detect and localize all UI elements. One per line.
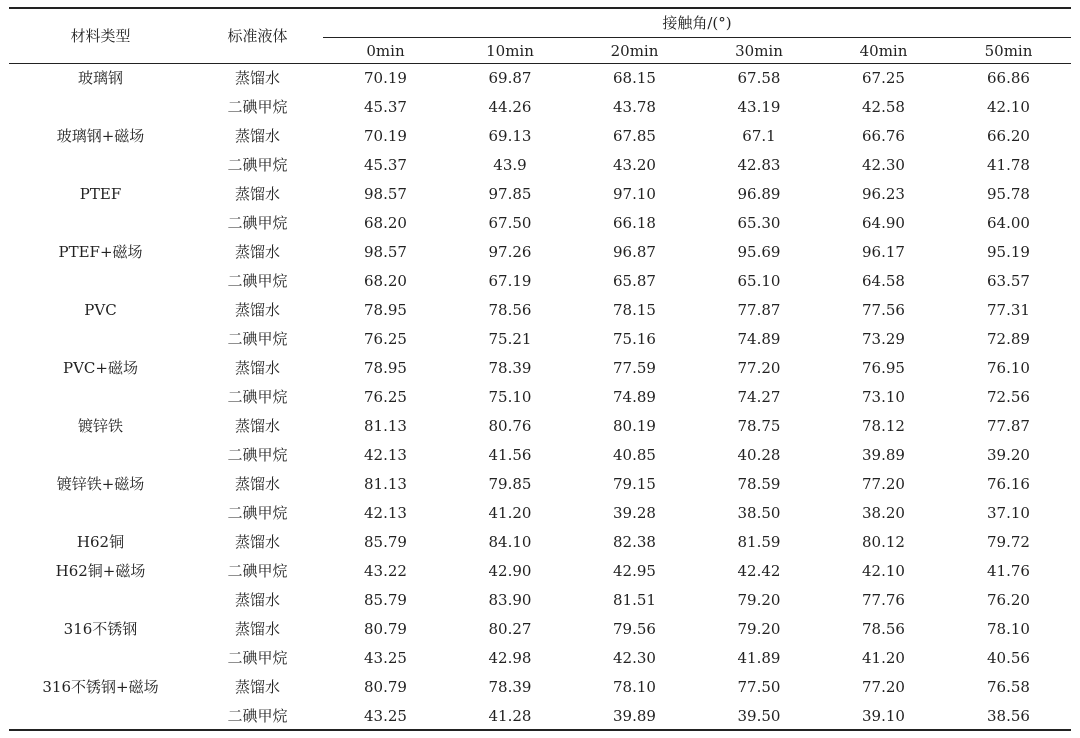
material-cell	[9, 586, 192, 615]
angle-value-cell: 77.87	[737, 301, 781, 319]
liquid-cell: 蒸馏水	[234, 620, 280, 638]
angle-value-cell: 80.79	[364, 620, 407, 638]
angle-value-cell: 41.89	[737, 649, 781, 667]
angle-value-cell: 69.13	[488, 127, 532, 145]
angle-value-cell: 43.22	[364, 562, 407, 580]
table-row	[9, 615, 1071, 644]
angle-value-cell: 65.30	[737, 214, 781, 232]
angle-value-cell: 42.42	[737, 562, 781, 580]
angle-value-cell: 78.15	[613, 301, 656, 319]
angle-value-cell: 41.56	[488, 446, 532, 464]
table-row	[9, 586, 1071, 615]
angle-value-cell: 43.19	[737, 98, 781, 116]
angle-value-cell: 38.56	[987, 707, 1030, 725]
angle-value-cell: 42.10	[987, 98, 1030, 116]
angle-value-cell: 80.27	[488, 620, 532, 638]
angle-value-cell: 43.25	[364, 707, 407, 725]
angle-value-cell: 85.79	[364, 591, 407, 609]
table-row	[9, 325, 1071, 354]
angle-value-cell: 78.95	[364, 301, 407, 319]
angle-value-cell: 74.89	[613, 388, 656, 406]
material-cell	[9, 325, 192, 354]
angle-value-cell: 82.38	[613, 533, 656, 551]
angle-value-cell: 66.86	[987, 69, 1030, 87]
liquid-cell: 蒸馏水	[234, 127, 280, 145]
material-cell: 316不锈钢	[63, 620, 138, 638]
angle-value-cell: 84.10	[488, 533, 532, 551]
angle-value-cell: 37.10	[987, 504, 1030, 522]
angle-value-cell: 78.39	[488, 678, 532, 696]
liquid-cell: 蒸馏水	[234, 533, 280, 551]
angle-value-cell: 81.51	[613, 591, 656, 609]
angle-value-cell: 64.58	[862, 272, 905, 290]
table-row	[9, 238, 1071, 267]
table-row	[9, 644, 1071, 673]
table-row	[9, 267, 1071, 296]
liquid-cell: 二碘甲烷	[227, 707, 288, 725]
angle-value-cell: 76.95	[862, 359, 905, 377]
angle-value-cell: 78.95	[364, 359, 407, 377]
header-time-50min: 50min	[984, 42, 1033, 60]
angle-value-cell: 42.13	[364, 446, 407, 464]
angle-value-cell: 42.30	[613, 649, 656, 667]
angle-value-cell: 77.87	[987, 417, 1030, 435]
angle-value-cell: 68.20	[364, 272, 407, 290]
liquid-cell: 二碘甲烷	[227, 214, 288, 232]
liquid-cell: 二碘甲烷	[227, 388, 288, 406]
angle-value-cell: 78.59	[737, 475, 781, 493]
angle-value-cell: 39.89	[862, 446, 905, 464]
angle-value-cell: 95.19	[987, 243, 1030, 261]
angle-value-cell: 40.85	[613, 446, 656, 464]
angle-value-cell: 85.79	[364, 533, 407, 551]
angle-value-cell: 42.90	[488, 562, 532, 580]
material-cell: H62铜	[76, 533, 125, 551]
header-time-0min: 0min	[366, 42, 405, 60]
table-row	[9, 209, 1071, 238]
angle-value-cell: 43.9	[493, 156, 527, 174]
material-cell: 玻璃钢	[77, 69, 123, 87]
angle-value-cell: 43.20	[613, 156, 656, 174]
angle-value-cell: 41.28	[488, 707, 532, 725]
material-cell: 316不锈钢+磁场	[42, 678, 159, 696]
angle-value-cell: 67.1	[742, 127, 776, 145]
angle-value-cell: 67.50	[488, 214, 532, 232]
material-cell	[9, 267, 192, 296]
angle-value-cell: 76.16	[987, 475, 1030, 493]
angle-value-cell: 42.30	[862, 156, 905, 174]
angle-value-cell: 66.18	[613, 214, 656, 232]
material-cell: PTEF+磁场	[58, 243, 143, 261]
angle-value-cell: 76.20	[987, 591, 1030, 609]
angle-value-cell: 77.31	[987, 301, 1030, 319]
angle-value-cell: 79.56	[613, 620, 656, 638]
angle-value-cell: 77.59	[613, 359, 656, 377]
angle-value-cell: 67.58	[737, 69, 781, 87]
material-cell	[9, 151, 192, 180]
table-row	[9, 673, 1071, 702]
header-time-20min: 20min	[610, 42, 659, 60]
angle-value-cell: 42.10	[862, 562, 905, 580]
angle-value-cell: 79.85	[488, 475, 532, 493]
liquid-cell: 蒸馏水	[234, 301, 280, 319]
angle-value-cell: 77.76	[862, 591, 905, 609]
liquid-cell: 二碘甲烷	[227, 649, 288, 667]
table-row	[9, 180, 1071, 209]
table-row	[9, 557, 1071, 586]
angle-value-cell: 78.10	[987, 620, 1030, 638]
angle-value-cell: 42.58	[862, 98, 905, 116]
angle-value-cell: 73.10	[862, 388, 905, 406]
angle-value-cell: 67.25	[862, 69, 905, 87]
angle-value-cell: 65.10	[737, 272, 781, 290]
material-cell	[9, 702, 192, 731]
angle-value-cell: 40.28	[737, 446, 781, 464]
angle-value-cell: 97.85	[488, 185, 532, 203]
angle-value-cell: 78.39	[488, 359, 532, 377]
liquid-cell: 蒸馏水	[234, 678, 280, 696]
table-row	[9, 296, 1071, 325]
liquid-cell: 蒸馏水	[234, 359, 280, 377]
liquid-cell: 蒸馏水	[234, 591, 280, 609]
angle-value-cell: 40.56	[987, 649, 1030, 667]
angle-value-cell: 45.37	[364, 98, 407, 116]
angle-value-cell: 39.10	[862, 707, 905, 725]
table-row	[9, 383, 1071, 412]
angle-value-cell: 80.19	[613, 417, 656, 435]
liquid-cell: 二碘甲烷	[227, 504, 288, 522]
angle-value-cell: 41.20	[862, 649, 905, 667]
angle-value-cell: 77.56	[862, 301, 905, 319]
header-sub-rule	[323, 37, 1071, 38]
liquid-cell: 二碘甲烷	[227, 272, 288, 290]
table-row	[9, 499, 1071, 528]
angle-value-cell: 75.10	[488, 388, 532, 406]
liquid-cell: 蒸馏水	[234, 185, 280, 203]
angle-value-cell: 76.58	[987, 678, 1030, 696]
liquid-cell: 二碘甲烷	[227, 446, 288, 464]
angle-value-cell: 77.50	[737, 678, 781, 696]
angle-value-cell: 97.10	[613, 185, 656, 203]
material-cell	[9, 644, 192, 673]
angle-value-cell: 77.20	[862, 475, 905, 493]
table-row	[9, 702, 1071, 731]
header-time-40min: 40min	[859, 42, 908, 60]
header-standard-liquid: 标准液体	[227, 27, 288, 45]
angle-value-cell: 42.98	[488, 649, 532, 667]
angle-value-cell: 45.37	[364, 156, 407, 174]
material-cell: H62铜+磁场	[55, 562, 146, 580]
angle-value-cell: 63.57	[987, 272, 1030, 290]
angle-value-cell: 70.19	[364, 127, 407, 145]
angle-value-cell: 96.23	[862, 185, 905, 203]
liquid-cell: 蒸馏水	[234, 69, 280, 87]
angle-value-cell: 75.21	[488, 330, 532, 348]
angle-value-cell: 74.27	[737, 388, 781, 406]
angle-value-cell: 73.29	[862, 330, 905, 348]
angle-value-cell: 77.20	[737, 359, 781, 377]
liquid-cell: 二碘甲烷	[227, 98, 288, 116]
angle-value-cell: 81.13	[364, 475, 407, 493]
liquid-cell: 蒸馏水	[234, 243, 280, 261]
table-row	[9, 412, 1071, 441]
angle-value-cell: 42.95	[613, 562, 656, 580]
angle-value-cell: 79.20	[737, 620, 781, 638]
angle-value-cell: 75.16	[613, 330, 656, 348]
header-material-type: 材料类型	[70, 27, 131, 45]
angle-value-cell: 64.00	[987, 214, 1030, 232]
angle-value-cell: 80.76	[488, 417, 532, 435]
material-cell: PVC	[84, 301, 117, 319]
angle-value-cell: 72.89	[987, 330, 1030, 348]
angle-value-cell: 80.79	[364, 678, 407, 696]
angle-value-cell: 78.12	[862, 417, 905, 435]
material-cell	[9, 209, 192, 238]
angle-value-cell: 78.56	[488, 301, 532, 319]
material-cell: 镀锌铁+磁场	[56, 475, 145, 493]
table-row	[9, 441, 1071, 470]
angle-value-cell: 39.28	[613, 504, 656, 522]
angle-value-cell: 78.75	[737, 417, 781, 435]
angle-value-cell: 67.85	[613, 127, 656, 145]
liquid-cell: 蒸馏水	[234, 475, 280, 493]
angle-value-cell: 43.25	[364, 649, 407, 667]
angle-value-cell: 72.56	[987, 388, 1030, 406]
angle-value-cell: 81.13	[364, 417, 407, 435]
table-row	[9, 151, 1071, 180]
material-cell	[9, 93, 192, 122]
table-row	[9, 93, 1071, 122]
angle-value-cell: 65.87	[613, 272, 656, 290]
material-cell	[9, 383, 192, 412]
material-cell	[9, 441, 192, 470]
angle-value-cell: 77.20	[862, 678, 905, 696]
angle-value-cell: 64.90	[862, 214, 905, 232]
liquid-cell: 二碘甲烷	[227, 330, 288, 348]
angle-value-cell: 78.56	[862, 620, 905, 638]
angle-value-cell: 39.89	[613, 707, 656, 725]
angle-value-cell: 39.50	[737, 707, 781, 725]
angle-value-cell: 79.72	[987, 533, 1030, 551]
angle-value-cell: 67.19	[488, 272, 532, 290]
angle-value-cell: 38.50	[737, 504, 781, 522]
material-cell: 镀锌铁	[77, 417, 123, 435]
angle-value-cell: 95.78	[987, 185, 1030, 203]
angle-value-cell: 76.10	[987, 359, 1030, 377]
angle-value-cell: 66.76	[862, 127, 905, 145]
angle-value-cell: 81.59	[737, 533, 781, 551]
angle-value-cell: 41.76	[987, 562, 1030, 580]
angle-value-cell: 44.26	[488, 98, 532, 116]
angle-value-cell: 83.90	[488, 591, 532, 609]
angle-value-cell: 42.13	[364, 504, 407, 522]
angle-value-cell: 70.19	[364, 69, 407, 87]
table-row	[9, 64, 1071, 93]
angle-value-cell: 68.20	[364, 214, 407, 232]
angle-value-cell: 42.83	[737, 156, 781, 174]
angle-value-cell: 38.20	[862, 504, 905, 522]
table-row	[9, 528, 1071, 557]
angle-value-cell: 79.20	[737, 591, 781, 609]
table-row	[9, 354, 1071, 383]
liquid-cell: 蒸馏水	[234, 417, 280, 435]
material-cell: 玻璃钢+磁场	[56, 127, 145, 145]
angle-value-cell: 66.20	[987, 127, 1030, 145]
header-contact-angle: 接触角/(°)	[662, 14, 732, 32]
header-time-30min: 30min	[735, 42, 783, 60]
material-cell: PVC+磁场	[63, 359, 138, 377]
angle-value-cell: 76.25	[364, 330, 407, 348]
angle-value-cell: 95.69	[737, 243, 781, 261]
angle-value-cell: 43.78	[613, 98, 656, 116]
material-cell	[9, 499, 192, 528]
angle-value-cell: 69.87	[488, 69, 532, 87]
angle-value-cell: 96.17	[862, 243, 905, 261]
angle-value-cell: 80.12	[862, 533, 905, 551]
liquid-cell: 二碘甲烷	[227, 156, 288, 174]
table-top-rule	[9, 7, 1071, 9]
angle-value-cell: 41.78	[987, 156, 1030, 174]
material-cell: PTEF	[79, 185, 122, 203]
table-row	[9, 122, 1071, 151]
angle-value-cell: 41.20	[488, 504, 532, 522]
angle-value-cell: 96.87	[613, 243, 656, 261]
angle-value-cell: 68.15	[613, 69, 656, 87]
table-row	[9, 470, 1071, 499]
angle-value-cell: 79.15	[613, 475, 656, 493]
angle-value-cell: 74.89	[737, 330, 781, 348]
liquid-cell: 二碘甲烷	[227, 562, 288, 580]
angle-value-cell: 98.57	[364, 185, 407, 203]
angle-value-cell: 39.20	[987, 446, 1030, 464]
angle-value-cell: 97.26	[488, 243, 532, 261]
angle-value-cell: 76.25	[364, 388, 407, 406]
angle-value-cell: 96.89	[737, 185, 781, 203]
angle-value-cell: 78.10	[613, 678, 656, 696]
angle-value-cell: 98.57	[364, 243, 407, 261]
header-time-10min: 10min	[486, 42, 534, 60]
